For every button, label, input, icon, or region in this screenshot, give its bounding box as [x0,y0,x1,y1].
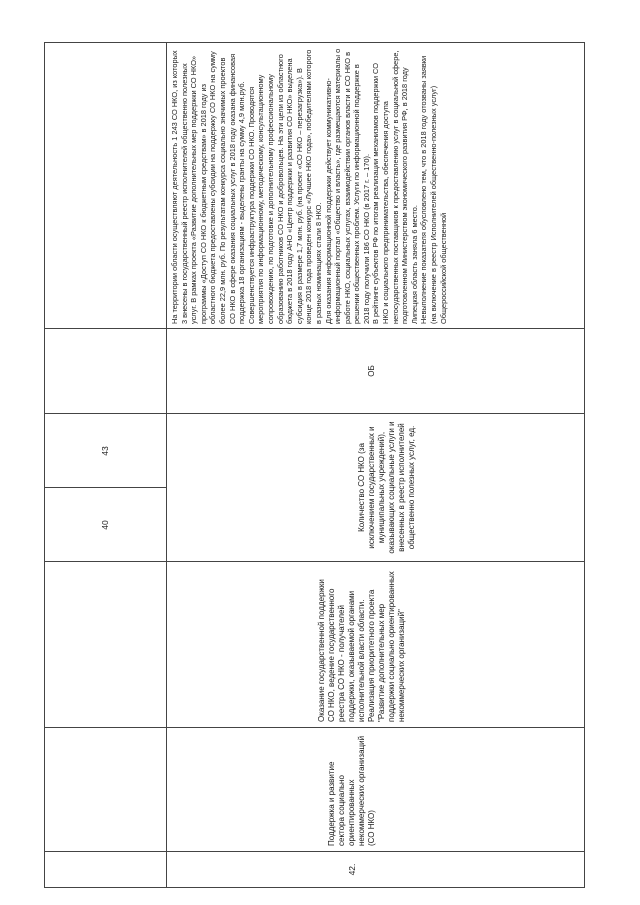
report-paragraph: На территории области осуществляют деятельность 1 243 СО НКО, из которых 3 внесены в государственный реестр исполнителей общественно полезных услуг. В рамках проекта «Развитие дополнительных мер поддержки СО НКО» программы «Доступ СО НКО к бюджетным средствам» в 2018 году из областного бюджета предоставлены субсидии на поддержку СО НКО на сумму более 22,9 млн. руб. По результатам конкурса социально значимых проектов СО НКО в сфере оказания социальных услуг в 2018 году оказана финансовая поддержка 18 организациям - выделены гранты на сумму 4,9 млн.руб. Совершенствуется инфраструктура поддержки СО НКО. Проводятся мероприятия по информационному, методическому, консультационному сопровождению, по подготовке и дополнительному профессиональному образованию работников СО НКО и добровольцев. На эти цели из областного бюджета в 2018 году АНО «Центр поддержки и развития СО НКО» выделена субсидия в размере 1,7 млн. руб. (на проект «СО НКО – перезагрузка»). В конце 2018 года проведен конкурс «Лучшее НКО года», победителями которого в разных номинациях стали 8 НКО. [170,49,323,324]
executor-cell [167,329,585,414]
direction-cell [167,728,585,852]
empty-cell [45,728,167,852]
values-block [44,329,166,414]
fact-value: 43 [100,446,110,456]
report-paragraph: Невыполнение показателя обусловлено тем, что в 2018 году отозваны заявки (на включение в реестр Исполнителей общественно-полезных услуг) Общероссийской общественной [419,55,448,324]
empty-cell [45,852,167,888]
row-number-cell [167,852,585,888]
report-text [167,43,451,328]
indicator-text: Количество СО НКО (за исключением государственных и муниципальных учреждений), оказывающих социальные услуги и внесенных в реестр исполнителей общественно полезных услуг, ед. [357,421,416,554]
indicator-cell [167,414,585,562]
empty-cell [45,562,167,728]
direction-text: Поддержка и развитие сектора социально ориентированных некоммерческих организаций (СО НКО) [327,735,376,846]
report-cell [167,43,585,329]
report-paragraph: Для оказания информационной поддержки действует коммуникативно-информационный портал «Общество и власть», где размещаются материалы о работе НКО, социальных услугах, взаимодействии органов власти и СО НКО в решении общественных проблем. Услуги по информационной поддержке в 2018 году получили 186 СО НКО (в 2017 г. – 170). [323,48,371,324]
values-split [44,414,166,562]
empty-cell [45,43,167,329]
table-row [167,43,585,888]
measure-cell [167,562,585,728]
row-number: 42. [347,863,357,876]
rotated-table-wrapper [44,43,584,888]
report-paragraph: В рейтинге субъектов РФ по итогам реализации механизмов поддержки СО НКО и социального предпринимательства, обеспечения доступа негосударственных поставщиков к предоставлению услуг в социальной сфере, подготовленном Министерством экономического развития РФ, в 2018 году Липецкая область заняла 6 место. [371,50,419,324]
plan-value: 40 [44,487,166,562]
measure-text: Оказание государственной поддержки СО НКО, ведение государственного реестра СО НКО - получателей поддержки, оказываемой органами исполнительной власти области. Реализация приоритетного проекта "Развитие дополнительных мер поддержки социально ориентированных некоммерческих организаций" [317,571,406,722]
executor-text: ОБ [367,365,376,377]
